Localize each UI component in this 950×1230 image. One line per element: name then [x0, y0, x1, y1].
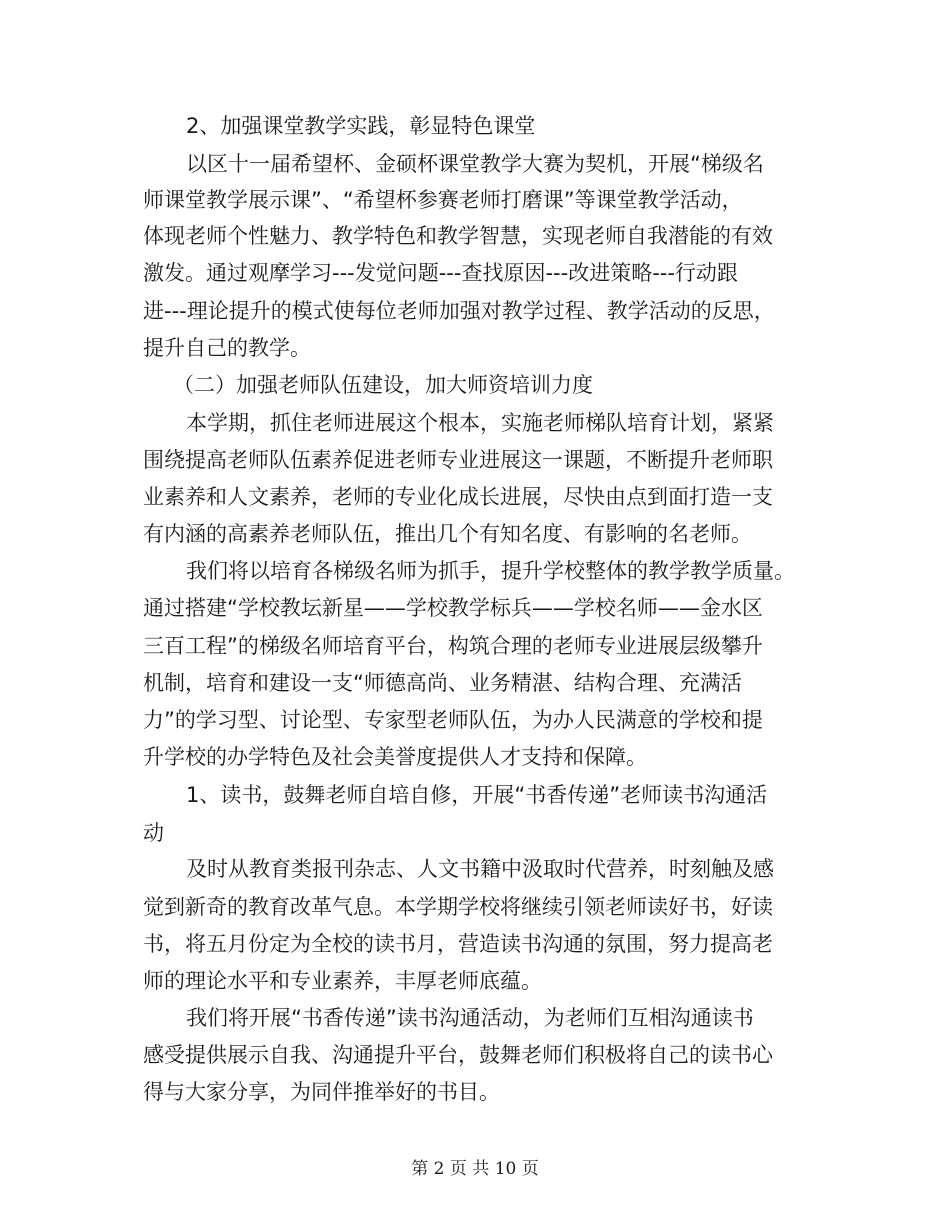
paragraph-line: 体现老师个性魅力、教学特色和教学智慧，实现老师自我潜能的有效: [143, 224, 773, 248]
paragraph-line: 师课堂教学展示课”、“希望杯参赛老师打磨课”等课堂教学活动，: [143, 188, 743, 212]
paragraph-line: 升学校的办学特色及社会美誉度提供人才支持和保障。: [143, 745, 647, 769]
paragraph-line: 书，将五月份定为全校的读书月，营造读书沟通的氛围，努力提高老: [143, 932, 773, 956]
paragraph-line: 机制，培育和建设一支“师德高尚、业务精湛、结构合理、充满活: [143, 671, 742, 695]
paragraph-line: 以区十一届希望杯、金硕杯课堂教学大赛为契机，开展“梯级名: [186, 152, 764, 176]
section-heading: （二）加强老师队伍建设，加大师资培训力度: [173, 373, 593, 397]
paragraph-line: 我们将开展“书香传递”读书沟通活动，为老师们互相沟通读书: [186, 1006, 754, 1030]
paragraph-line: 我们将以培育各梯级名师为抓手，提升学校整体的教学教学质量。: [186, 559, 795, 583]
paragraph-line: 三百工程”的梯级名师培育平台，构筑合理的老师专业进展层级攀升: [143, 634, 763, 658]
paragraph-line: 激发。通过观摩学习---发觉问题---查找原因---改进策略---行动跟: [143, 261, 738, 285]
paragraph-line: 师的理论水平和专业素养，丰厚老师底蕴。: [143, 969, 542, 993]
paragraph-line: 有内涵的高素养老师队伍，推出几个有知名度、有影响的名老师。: [143, 522, 752, 546]
paragraph-line: 围绕提高老师队伍素养促进老师专业进展这一课题，不断提升老师职: [143, 448, 773, 472]
paragraph-line: 动: [143, 821, 164, 845]
paragraph-line: 力”的学习型、讨论型、专家型老师队伍，为办人民满意的学校和提: [143, 708, 763, 732]
paragraph-line: 及时从教育类报刊杂志、人文书籍中汲取时代营养，时刻触及感: [186, 857, 774, 881]
paragraph-line: 提升自己的教学。: [143, 336, 311, 360]
paragraph-line: 觉到新奇的教育改革气息。本学期学校将继续引领老师读好书，好读: [143, 895, 773, 919]
paragraph-line: 感受提供展示自我、沟通提升平台，鼓舞老师们积极将自己的读书心: [143, 1043, 773, 1067]
paragraph-line: 得与大家分享，为同伴推举好的书目。: [143, 1080, 500, 1104]
page-number-footer: 第 2 页 共 10 页: [411, 1159, 539, 1179]
paragraph-line: 本学期，抓住老师进展这个根本，实施老师梯队培育计划，紧紧: [186, 411, 774, 435]
section-heading: 2、加强课堂教学实践，彰显特色课堂: [186, 114, 536, 138]
paragraph-line: 通过搭建“学校教坛新星——学校教学标兵——学校名师——金水区: [143, 596, 763, 620]
paragraph-line: 业素养和人文素养，老师的专业化成长进展，尽快由点到面打造一支: [143, 485, 773, 509]
section-heading: 1、读书，鼓舞老师自培自修，开展“书香传递”老师读书沟通活: [186, 783, 768, 807]
paragraph-line: 进---理论提升的模式使每位老师加强对教学过程、教学活动的反思，: [143, 299, 775, 323]
